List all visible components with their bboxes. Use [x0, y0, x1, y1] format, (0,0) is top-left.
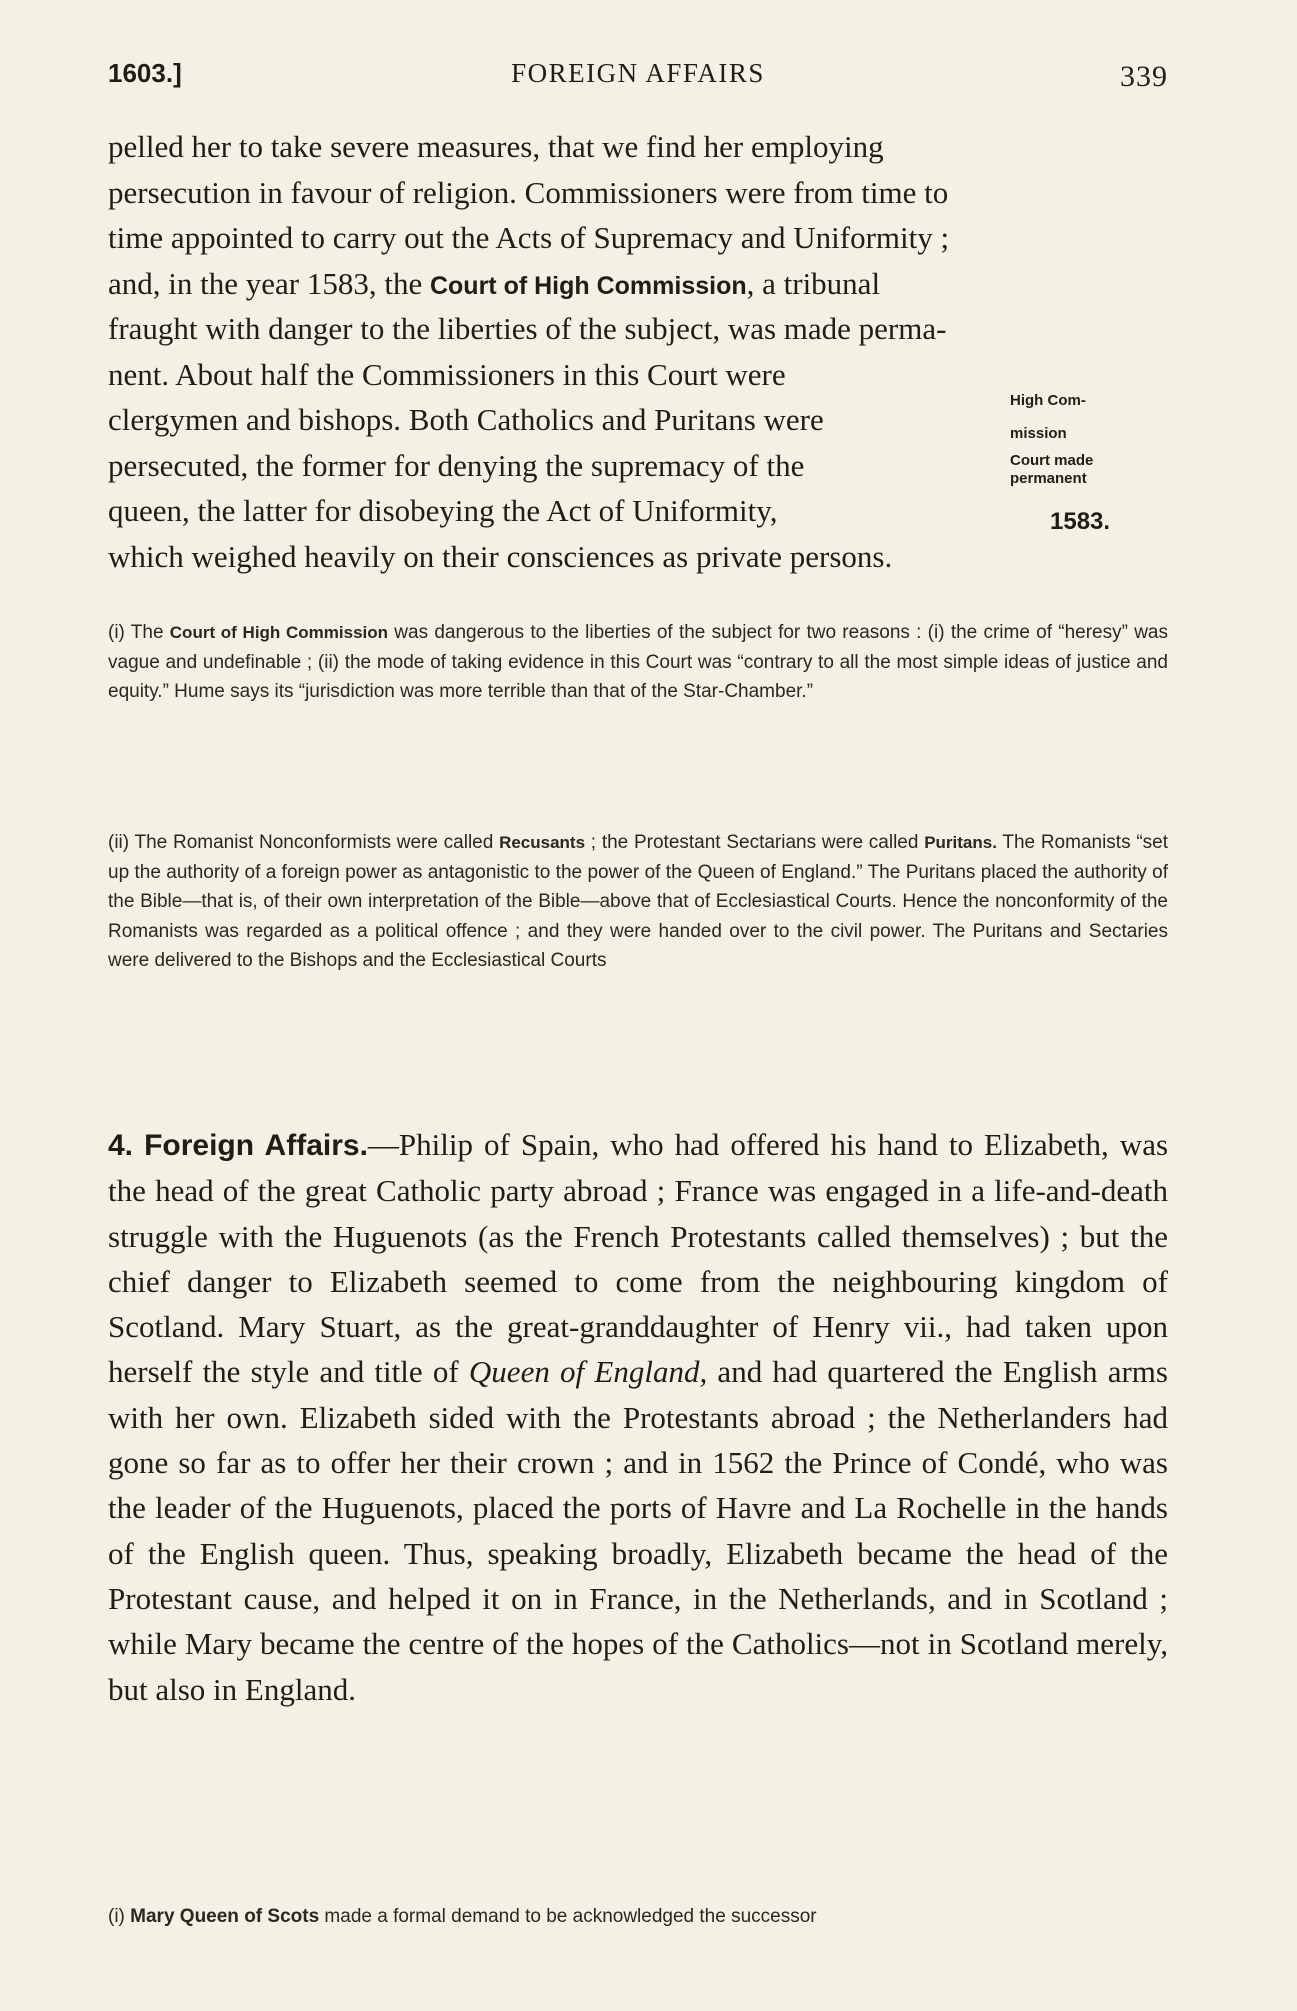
section-number: 4. — [108, 1129, 134, 1162]
header-year: 1603.] — [108, 58, 182, 88]
bold-court-of-high-commission: Court of High Commission — [429, 271, 747, 300]
note-text: (i) The — [108, 622, 170, 643]
footnote-text: (i) — [108, 1906, 131, 1927]
margin-note-high-commission — [1010, 392, 1170, 410]
note-bold-puritans: Puritans. — [924, 833, 997, 852]
note-text: (ii) The Romanist Nonconformists were called — [108, 832, 500, 853]
body-line: which weighed heavily on their consciences as private persons. — [108, 538, 893, 574]
body-line: queen, the latter for disobeying the Act of Uniformity, — [108, 493, 778, 528]
note-text: was dangerous to the liberties of the subject for two reasons : (i) the crime of “heresy” was vague and undefinable ; (ii) the mode of taking evidence in this Court was “contrary to all the most simple ideas of justice and equity.” Hume says its “jurisdiction was more terrible than that of the Star-Chamber.” — [108, 622, 1168, 702]
body-line-court-of-high-commission — [108, 261, 1168, 307]
body-line: time appointed to carry out the Acts of Supremacy and Uniformity ; — [108, 220, 950, 255]
body-line: persecution in favour of religion. Commissioners were from time to — [108, 174, 949, 210]
body-line: nent. About half the Commissioners in this Court were — [108, 356, 786, 392]
margin-note-court-made — [1010, 452, 1170, 488]
note-bold-recusants: Recusants — [499, 833, 586, 852]
note-court-of-high-commission — [108, 618, 1168, 707]
margin-note-line: High Com- — [1010, 392, 1086, 409]
body-line: clergymen and bishops. Both Catholics and Puritans were — [108, 402, 824, 437]
note-text: The Romanists “set up the authority of a foreign power as antagonistic to the power of the Queen of England.” The Puritans placed the authority of the Bible—that is, of their own interpretation of the Bible—above that of Ecclesiastical Courts. Hence the nonconformity of the Romanists was regarded as a political offence ; and they were handed over to the civil power. The Puritans and Sectaries were delivered to the Bishops and the Ecclesiastical Courts — [108, 832, 1169, 971]
paragraph-commission-top — [108, 124, 1168, 352]
section-heading: Foreign Affairs. — [144, 1129, 368, 1162]
margin-note-line: Court made — [1010, 452, 1094, 469]
body-line: fraught with danger to the liberties of the subject, was made perma- — [108, 311, 947, 346]
body-line: pelled her to take severe measures, that we find her employing — [108, 129, 884, 164]
body-line: persecuted, the former for denying the supremacy of the — [108, 447, 805, 483]
note-text: ; the Protestant Sectarians were called — [585, 832, 925, 853]
margin-year: 1583. — [1050, 508, 1111, 535]
page-number: 339 — [1120, 60, 1168, 93]
section-foreign-affairs — [108, 1122, 1168, 1712]
footnote-mary-queen-of-scots — [108, 1906, 1168, 1928]
section-text: and had quartered the English arms with her own. Elizabeth sided with the Protestants abroad ; the Netherlanders had gone so far as to offer her their crown ; and in 1562 the Prince of Condé, who was the leader of the Huguenots, placed the ports of Havre and La Rochelle in the hands of the English queen. Thus, speaking broadly, Elizabeth became the head of the Protestant cause, and helped it on in France, in the Netherlands, and in Scotland ; while Mary became the centre of the hopes of the Catholics—not in Scotland merely, but also in England. — [108, 1354, 1168, 1707]
section-italic: Queen of England, — [468, 1354, 708, 1390]
section-text: —Philip of Spain, who had offered his hand to Elizabeth, was the head of the great Catholic party abroad ; France was engaged in a life-and-death struggle with the Huguenots (as the French Protestants called themselves) ; but the chief danger to Elizabeth seemed to come from the neighbouring kingdom of Scotland. Mary Stuart, as the great-granddaughter of Henry vii., had taken upon herself the style and title of — [108, 1127, 1169, 1390]
margin-note-line: mission — [1010, 425, 1067, 442]
paragraph-commission-bottom — [108, 352, 1008, 580]
body-text: and, in the year 1583, the — [108, 265, 430, 301]
footnote-text: made a formal demand to be acknowledged the successor — [319, 1906, 817, 1927]
header-title: FOREIGN AFFAIRS — [511, 58, 765, 88]
note-bold: Court of High Commission — [169, 623, 389, 642]
note-recusants-puritans — [108, 828, 1168, 976]
margin-note-mission — [1010, 425, 1170, 443]
footnote-bold: Mary Queen of Scots — [130, 1906, 320, 1927]
body-text: , a tribunal — [746, 265, 881, 301]
margin-note-line: permanent — [1010, 470, 1087, 487]
running-header — [108, 56, 1168, 96]
